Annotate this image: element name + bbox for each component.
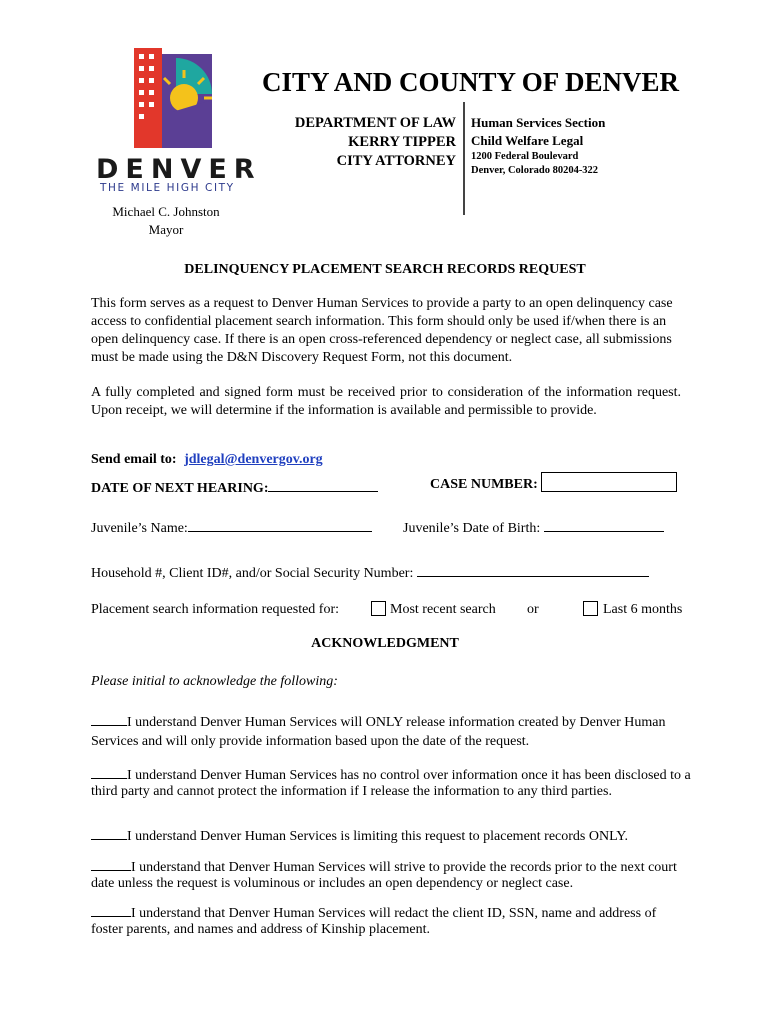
acknowledgment-text: I understand Denver Human Services will ONLY release information created by Denver Human Services and will only provide information based upon the date of the request.	[91, 715, 666, 749]
acknowledgment-intro: Please initial to acknowledge the following:	[91, 674, 338, 689]
department-block	[240, 114, 456, 171]
logo-tagline: THE MILE HIGH CITY	[100, 182, 235, 194]
initial-input[interactable]	[91, 712, 127, 726]
logo-wordmark: DENVER	[96, 154, 262, 185]
or-label: or	[527, 602, 539, 617]
header-divider	[463, 102, 465, 215]
initial-input[interactable]	[91, 857, 131, 871]
requirements-paragraph: A fully completed and signed form must be received prior to consideration of the information request. Upon receipt, we will determine if the information is available and permissible to provide.	[91, 385, 681, 418]
household-id-field	[91, 562, 649, 582]
placement-label: Placement search information requested for:	[91, 602, 340, 617]
acknowledgment-title: ACKNOWLEDGMENT	[311, 636, 459, 651]
juvenile-name-input[interactable]	[188, 517, 372, 532]
next-hearing-field	[91, 477, 378, 497]
mayor-name: Michael C. Johnston	[112, 204, 220, 219]
case-number-input[interactable]	[541, 472, 677, 492]
juvenile-name-label: Juvenile’s Name:	[91, 521, 188, 536]
acknowledgment-text: I understand that Denver Human Services will strive to provide the records prior to the next court date unless the request is voluminous or includes an open dependency or neglect case.	[91, 860, 677, 891]
address-block	[471, 150, 598, 178]
initial-input[interactable]	[91, 765, 127, 779]
acknowledgment-item	[91, 826, 691, 845]
next-hearing-label: DATE OF NEXT HEARING:	[91, 481, 269, 496]
initial-input[interactable]	[91, 826, 127, 840]
case-number-label: CASE NUMBER:	[430, 477, 538, 492]
section-subname: Child Welfare Legal	[471, 133, 584, 148]
page-title: CITY AND COUNTY OF DENVER	[262, 67, 680, 97]
intro-paragraph: This form serves as a request to Denver Human Services to provide a party to an open delinquency case access to confidential placement search information. This form should only be used if/when there is an open delinquency case. If there is an open cross-referenced dependency or neglect case, all submissions must be made using the D&N Discovery Request Form, not this document.	[91, 296, 673, 365]
address-city: Denver, Colorado 80204-322	[471, 165, 599, 176]
denver-logo-icon	[132, 48, 212, 150]
acknowledgment-text: I understand Denver Human Services is limiting this request to placement records ONLY.	[127, 829, 629, 844]
household-id-input[interactable]	[417, 562, 649, 577]
attorney-name: KERRY TIPPER	[348, 134, 456, 150]
initial-input[interactable]	[91, 903, 131, 917]
acknowledgment-item	[91, 765, 691, 800]
section-name: Human Services Section	[471, 115, 606, 130]
attorney-title: CITY ATTORNEY	[336, 153, 456, 169]
send-email-line	[91, 452, 323, 468]
department-name: DEPARTMENT OF LAW	[294, 115, 456, 131]
mayor-block	[96, 203, 236, 239]
juvenile-dob-input[interactable]	[544, 517, 664, 532]
household-id-label: Household #, Client ID#, and/or Social Security Number:	[91, 566, 414, 581]
acknowledgment-item	[91, 903, 691, 938]
last-six-months-label: Last 6 months	[603, 602, 683, 617]
form-title: DELINQUENCY PLACEMENT SEARCH RECORDS REQUEST	[184, 262, 586, 277]
acknowledgment-item	[91, 857, 691, 892]
acknowledgment-item	[91, 712, 691, 751]
most-recent-checkbox[interactable]	[371, 601, 386, 616]
mayor-title: Mayor	[148, 222, 184, 237]
next-hearing-input[interactable]	[268, 477, 378, 492]
address-street: 1200 Federal Boulevard	[471, 151, 579, 162]
juvenile-name-field	[91, 517, 372, 537]
last-six-months-checkbox[interactable]	[583, 601, 598, 616]
acknowledgment-text: I understand Denver Human Services has no control over information once it has been disclosed to a third party and cannot protect the information if I release the information to any third parties.	[91, 768, 691, 799]
juvenile-dob-label: Juvenile’s Date of Birth:	[403, 521, 541, 536]
section-block	[471, 114, 605, 150]
most-recent-label: Most recent search	[390, 602, 496, 617]
email-link[interactable]: jdlegal@denvergov.org	[184, 452, 323, 467]
acknowledgment-text: I understand that Denver Human Services will redact the client ID, SSN, name and address of foster parents, and names and address of Kinship placement.	[91, 906, 657, 937]
send-email-label: Send email to:	[91, 452, 177, 467]
juvenile-dob-field	[403, 517, 664, 537]
